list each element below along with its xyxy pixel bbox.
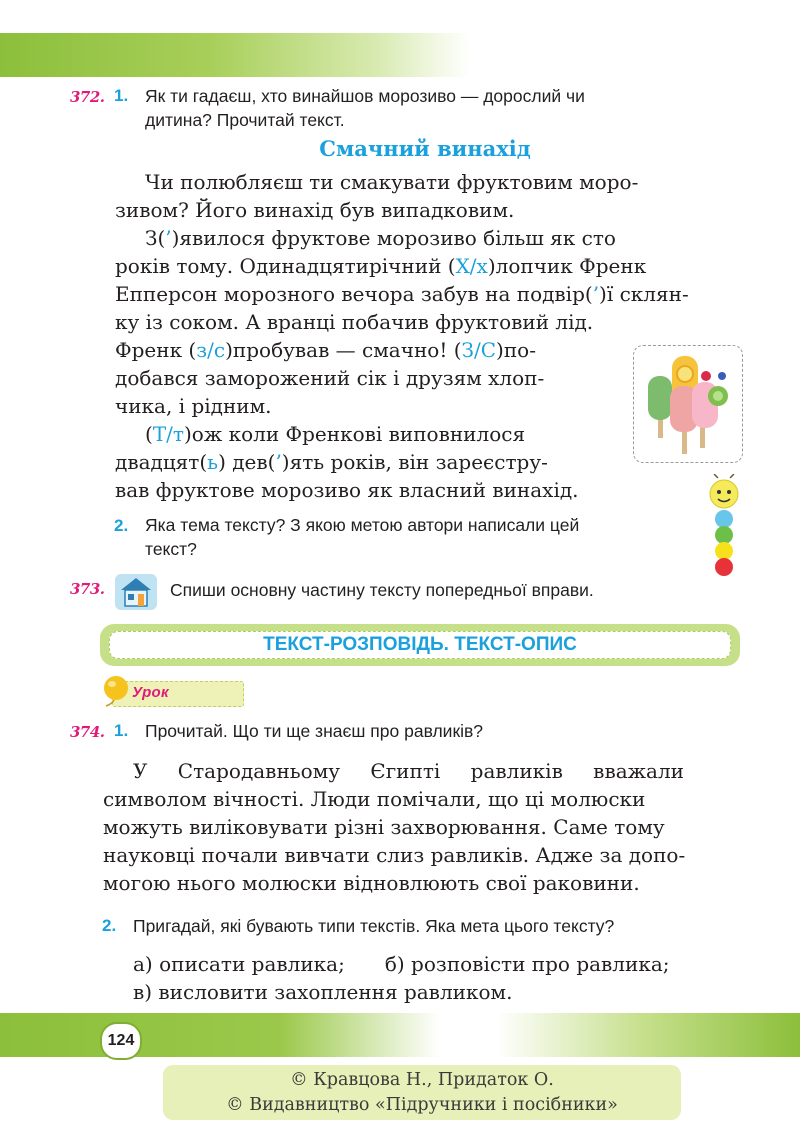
text-fragment: Френк (: [115, 338, 197, 362]
copyright-box: [163, 1065, 681, 1120]
balloon-shape: [100, 674, 130, 708]
text-line: зивом? Його винахід був випадковим.: [115, 198, 515, 222]
text-fragment: )ять років, він зареєстру-: [281, 450, 548, 474]
task-number: 1.: [114, 721, 129, 740]
text-fragment: Епперсон морозного вечора забув на подвір(: [115, 282, 593, 306]
option-b: б) розповісти про равлика;: [384, 952, 670, 976]
task-text: [145, 513, 705, 561]
text-line: вав фруктове морозиво як власний винахід.: [115, 478, 579, 502]
insert-blank: ь: [207, 450, 219, 474]
text-line: добався заморожений сік і друзям хлоп-: [115, 366, 545, 390]
text-line: ку із соком. А вранці побачив фруктовий лід.: [115, 310, 594, 334]
page-number: 124: [100, 1022, 142, 1060]
text-line: Чи полюбляєш ти смакувати фруктовим моро-: [145, 170, 639, 194]
text-fragment: )лопчик Френк: [487, 254, 647, 278]
text-body: [103, 757, 741, 897]
caterpillar-decoration: [700, 474, 750, 584]
homework-house-icon: [113, 570, 159, 612]
task-line: Яка тема тексту? З якою метою автори написали цей: [145, 515, 580, 535]
option-c: в) висловити захоплення равликом.: [133, 980, 513, 1004]
text-fragment: З(: [145, 226, 166, 250]
task-number: 2.: [114, 516, 129, 535]
insert-blank: ’: [165, 226, 172, 250]
insert-blank: З/С: [461, 338, 497, 362]
text-line: науковці почали вивчати слиз равликів. Адже за допо-: [103, 843, 686, 867]
text-fragment: )пробував — смачно! (: [225, 338, 462, 362]
text-fragment: )явилося фруктове морозиво більш як сто: [171, 226, 616, 250]
text-fragment: двадцят(: [115, 450, 208, 474]
text-fragment: )по-: [496, 338, 536, 362]
lesson-label: Урок: [132, 684, 169, 701]
balloon-icon: [100, 674, 130, 708]
ice-cream-illustration: [633, 345, 743, 463]
copyright-line: © Кравцова Н., Придаток О.: [290, 1069, 554, 1090]
task-line: Як ти гадаєш, хто винайшов морозиво — дорослий чи: [145, 86, 585, 106]
text-fragment: )ї склян-: [599, 282, 689, 306]
insert-blank: з/с: [196, 338, 226, 362]
text-fragment: (: [145, 422, 153, 446]
exercise-number: 374.: [70, 723, 105, 741]
section-header: [100, 624, 740, 666]
task-text: Спиши основну частину тексту попередньої вправи.: [170, 580, 594, 600]
answer-options: [133, 950, 753, 1006]
text-line: [115, 280, 743, 308]
task-text: [145, 84, 745, 132]
text-line: [115, 252, 743, 280]
insert-blank: ’: [275, 450, 282, 474]
task-text: Пригадай, які бувають типи текстів. Яка мета цього тексту?: [133, 916, 615, 936]
task-line: дитина? Прочитай текст.: [145, 110, 345, 130]
section-title: ТЕКСТ-РОЗПОВІДЬ. ТЕКСТ-ОПИС: [109, 631, 731, 659]
exercise-number: 372.: [70, 88, 105, 106]
task-line: текст?: [145, 539, 197, 559]
text-fragment: ) дев(: [218, 450, 276, 474]
insert-blank: ’: [592, 282, 600, 306]
popsicles-icon: [634, 346, 742, 462]
top-band: [0, 33, 470, 77]
text-line: могою нього молюски відновлюють свої раковини.: [103, 871, 640, 895]
text-fragment: років тому. Одинадцятирічний (: [115, 254, 456, 278]
exercise-number: 373.: [70, 580, 105, 598]
text-line: [115, 224, 743, 252]
text-line: можуть виліковувати різні захворювання. Саме тому: [103, 815, 665, 839]
text-line: чика, і рідним.: [115, 394, 272, 418]
insert-blank: Т/т: [152, 422, 184, 446]
task-number: 2.: [102, 916, 117, 935]
text-title: Смачний винахід: [319, 136, 531, 161]
text-line: [115, 336, 615, 364]
text-fragment: )ож коли Френкові виповнилося: [183, 422, 526, 446]
house-icon: [113, 570, 159, 612]
text-line: У Стародавньому Єгипті равликів вважали: [133, 759, 684, 783]
task-text: Прочитай. Що ти ще знаєш про равликів?: [145, 721, 484, 741]
task-number: 1.: [114, 86, 129, 105]
copyright-line: © Видавництво «Підручники і посібники»: [226, 1094, 618, 1115]
option-row: [133, 950, 753, 978]
option-a: а) описати равлика;: [133, 952, 345, 976]
insert-blank: Х/х: [455, 254, 488, 278]
text-line: символом вічності. Люди помічали, що ці молюски: [103, 787, 646, 811]
caterpillar-icon: [700, 474, 750, 584]
